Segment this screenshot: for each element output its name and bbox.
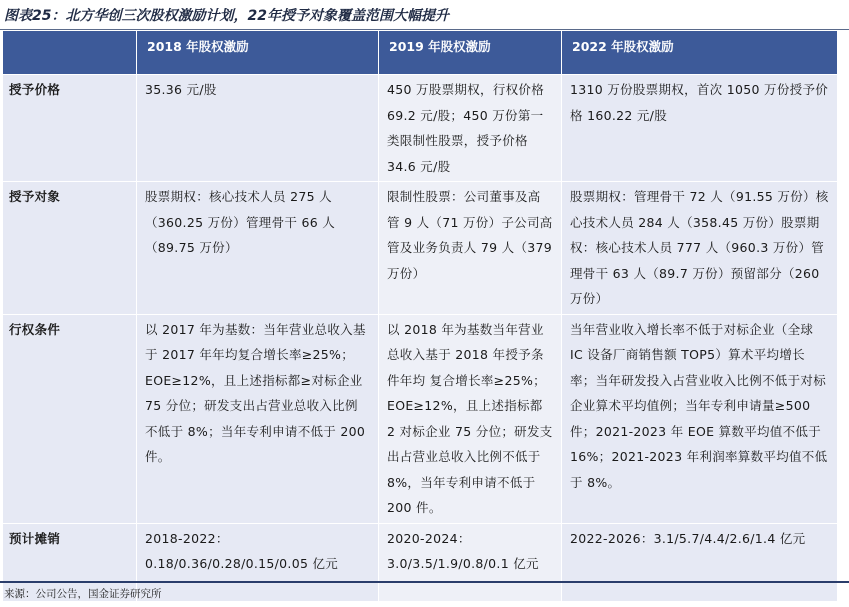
- header-2022: 2022 年股权激励: [562, 31, 838, 75]
- row-label-exercise-conditions: 行权条件: [3, 314, 137, 523]
- cell-2022-exercise-conditions: 当年营业收入增长率不低于对标企业（全球 IC 设备厂商销售额 TOP5）算术平均增长率；当年研发投入占营业收入比例不低于对标企业算术平均值例；当年专利申请量≥500 件；2021-2023 年 EOE 算数平均值不低于 16%；2021-2023 年利润率算数平均值不低于 8%。: [562, 314, 838, 523]
- cell-2022-amortization: 2022-2026：3.1/5.7/4.4/2.6/1.4 亿元: [562, 523, 838, 601]
- cell-2019-grantees: 限制性股票：公司董事及高管 9 人（71 万份）子公司高管及业务负责人 79 人（379 万份）: [379, 182, 562, 315]
- table-row: [3, 75, 838, 182]
- cell-2018-amortization: 2018-2022：0.18/0.36/0.28/0.15/0.05 亿元: [137, 523, 379, 601]
- header-2019: 2019 年股权激励: [379, 31, 562, 75]
- cell-2018-exercise-conditions: 以 2017 年为基数：当年营业总收入基于 2017 年年均复合增长率≥25%；EOE≥12%，且上述指标都≥对标企业 75 分位；研发支出占营业总收入比例不低于 8%；当年专利申请不低于 200 件。: [137, 314, 379, 523]
- bottom-rule: [0, 581, 849, 583]
- header-corner: [3, 31, 137, 75]
- table-row: [3, 182, 838, 315]
- figure-title: 图表25：北方华创三次股权激励计划，22年授予对象覆盖范围大幅提升: [4, 8, 449, 24]
- header-2018: 2018 年股权激励: [137, 31, 379, 75]
- cell-2018-grantees: 股票期权：核心技术人员 275 人（360.25 万份）管理骨干 66 人（89.75 万份）: [137, 182, 379, 315]
- cell-2022-grant-price: 1310 万份股票期权，首次 1050 万份授予价格 160.22 元/股: [562, 75, 838, 182]
- cell-2019-amortization: 2020-2024：3.0/3.5/1.9/0.8/0.1 亿元: [379, 523, 562, 601]
- cell-2019-exercise-conditions: 以 2018 年为基数当年营业总收入基于 2018 年授予条件年均 复合增长率≥25%；EOE≥12%，且上述指标都 2 对标企业 75 分位；研发支出占营业总收入比例不低于 8%，当年专利申请不低于 200 件。: [379, 314, 562, 523]
- cell-2022-grantees: 股票期权：管理骨干 72 人（91.55 万份）核心技术人员 284 人（358.45 万份）股票期权：核心技术人员 777 人（960.3 万份）管理骨干 63 人（89.7 万份）预留部分（260 万份）: [562, 182, 838, 315]
- row-label-grant-price: 授予价格: [3, 75, 137, 182]
- source-note: 来源：公司公告，国金证券研究所: [4, 588, 162, 600]
- incentive-table: [2, 30, 838, 602]
- cell-2019-grant-price: 450 万股票期权，行权价格 69.2 元/股；450 万份第一类限制性股票，授予价格 34.6 元/股: [379, 75, 562, 182]
- row-label-grantees: 授予对象: [3, 182, 137, 315]
- cell-2018-grant-price: 35.36 元/股: [137, 75, 379, 182]
- row-label-amortization: 预计摊销: [3, 523, 137, 601]
- table-row: [3, 314, 838, 523]
- header-row: [3, 31, 838, 75]
